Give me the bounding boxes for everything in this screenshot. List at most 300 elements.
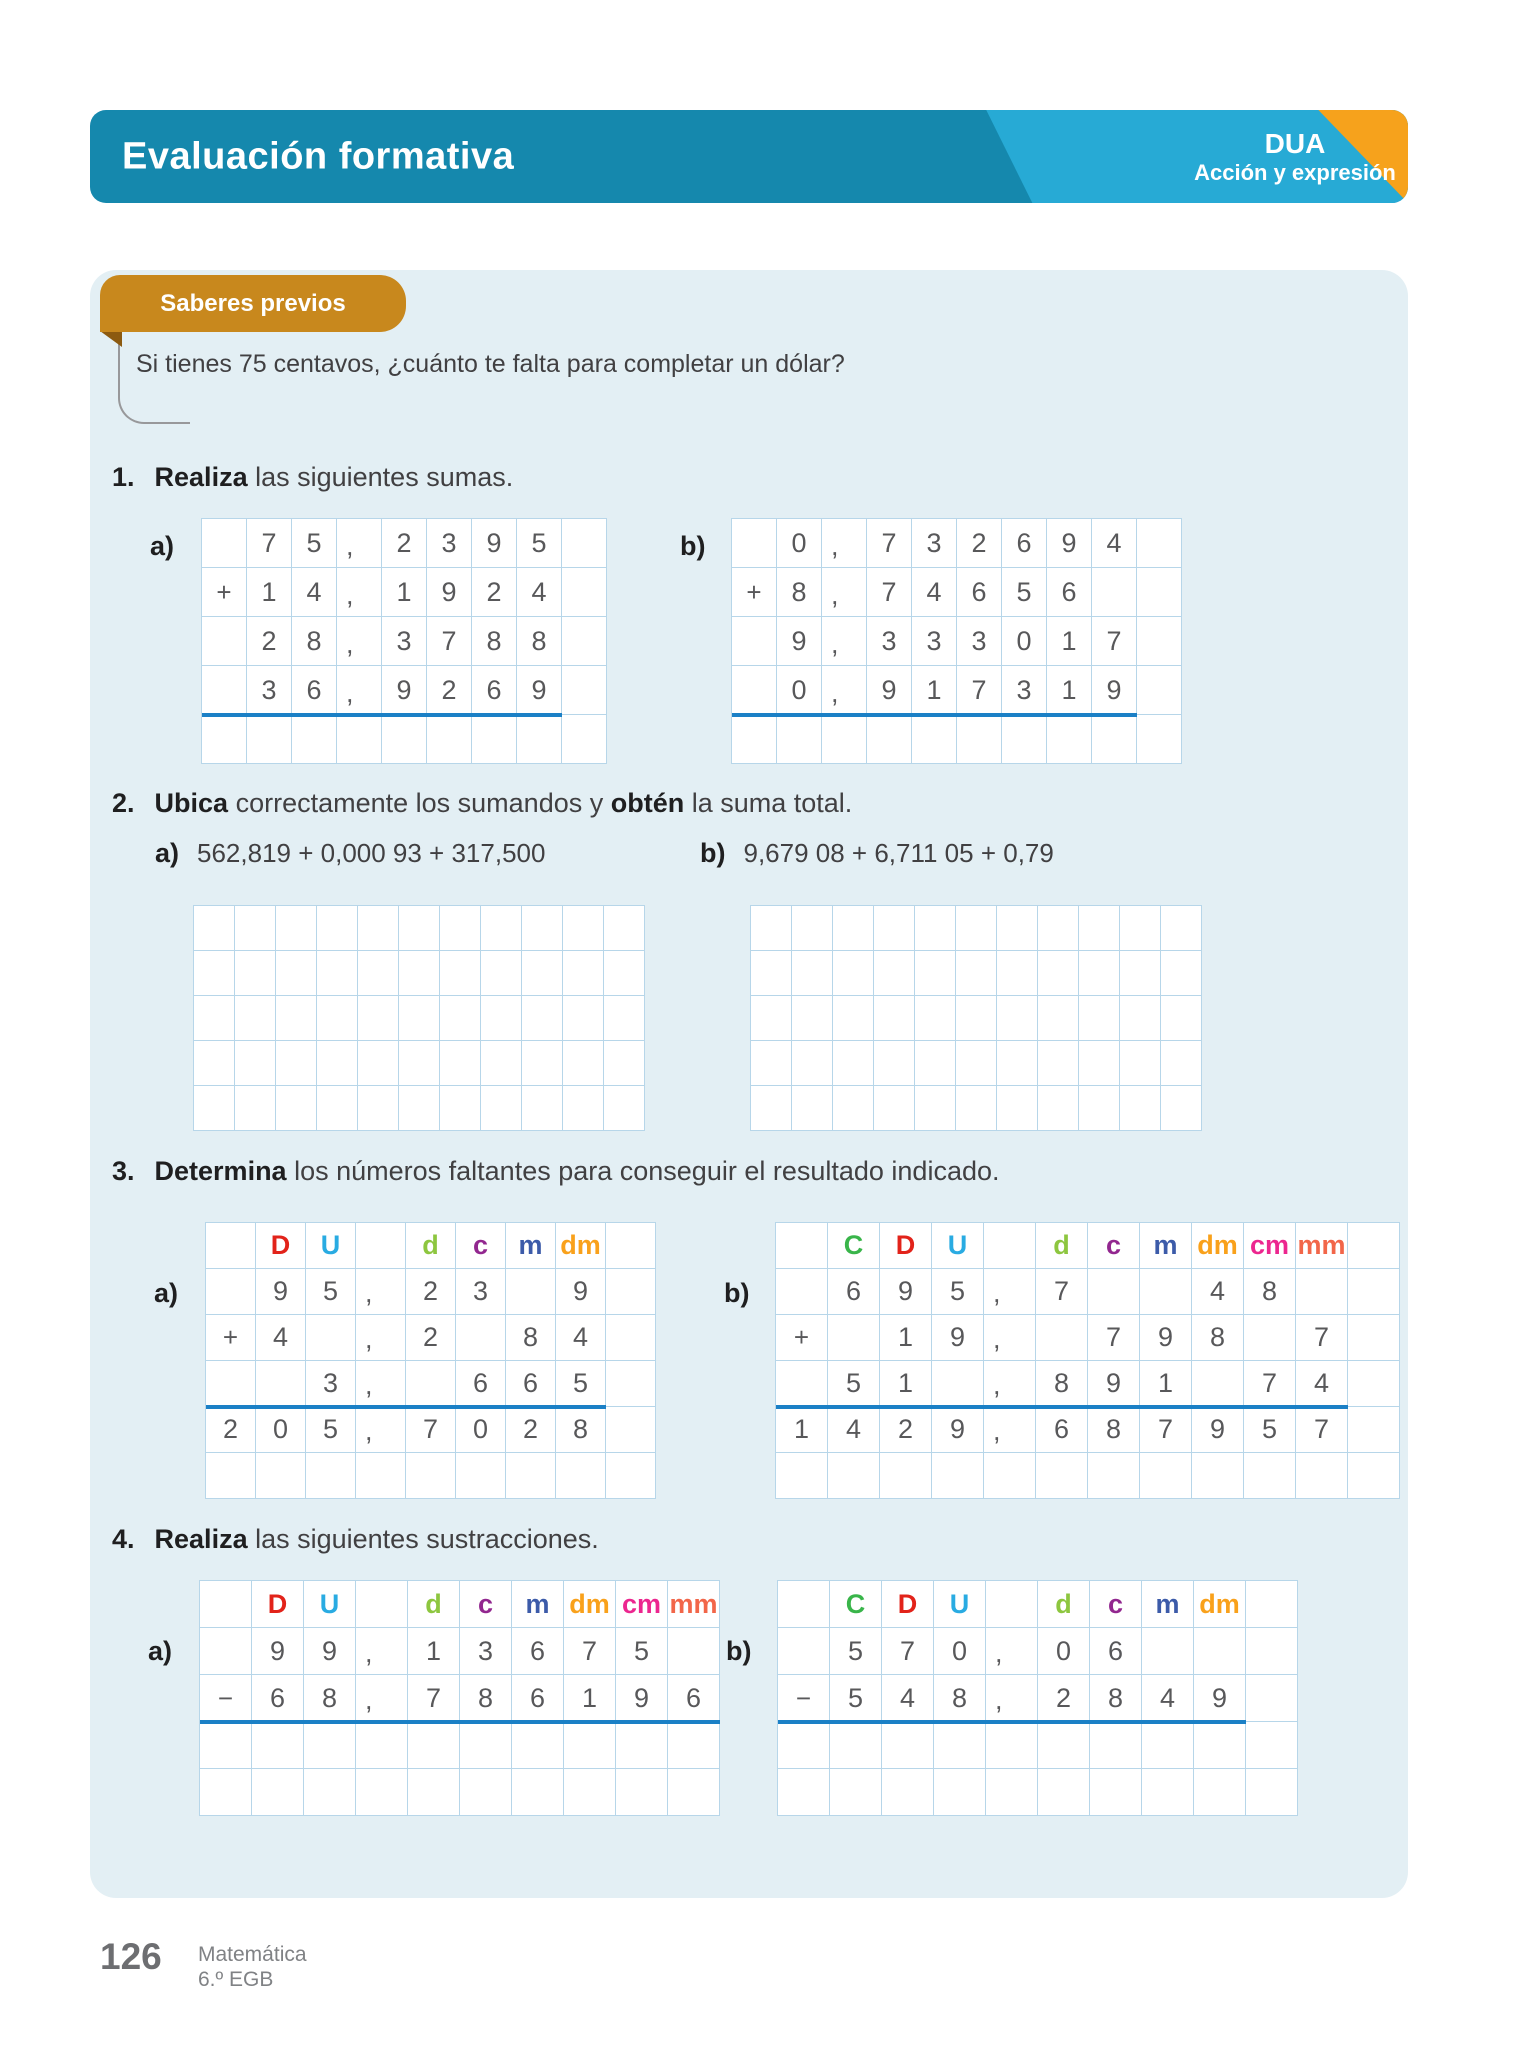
answer-cell[interactable] <box>276 906 316 950</box>
answer-cell[interactable] <box>1246 1628 1297 1674</box>
answer-cell[interactable] <box>792 1041 832 1085</box>
answer-cell[interactable] <box>732 666 776 714</box>
answer-cell[interactable] <box>522 1041 562 1085</box>
answer-cell[interactable] <box>200 1769 251 1815</box>
answer-cell[interactable] <box>206 1453 255 1498</box>
answer-cell[interactable] <box>440 951 480 995</box>
answer-cell[interactable] <box>304 1722 355 1768</box>
answer-cell[interactable] <box>194 951 234 995</box>
answer-cell[interactable] <box>986 1769 1037 1815</box>
answer-cell[interactable] <box>732 715 776 763</box>
answer-cell[interactable] <box>751 906 791 950</box>
answer-cell[interactable] <box>1038 906 1078 950</box>
answer-cell[interactable] <box>1038 1769 1089 1815</box>
answer-cell[interactable] <box>440 1041 480 1085</box>
answer-cell[interactable] <box>317 1041 357 1085</box>
answer-cell[interactable] <box>564 1769 615 1815</box>
digit-cell: , <box>984 1407 1035 1452</box>
answer-cell[interactable] <box>563 951 603 995</box>
answer-cell[interactable] <box>1079 996 1119 1040</box>
answer-cell[interactable] <box>440 1086 480 1130</box>
answer-cell[interactable] <box>1194 1628 1245 1674</box>
answer-cell[interactable] <box>956 906 996 950</box>
answer-cell[interactable] <box>235 906 275 950</box>
answer-cell[interactable] <box>606 1315 655 1360</box>
answer-cell[interactable] <box>934 1722 985 1768</box>
digit-cell: 6 <box>957 568 1001 616</box>
place-value-header-cell <box>986 1581 1037 1627</box>
answer-cell[interactable] <box>206 1269 255 1314</box>
answer-cell[interactable] <box>732 617 776 665</box>
exercise-2-heading <box>112 788 852 819</box>
digit-cell: 6 <box>252 1675 303 1721</box>
answer-cell[interactable] <box>358 951 398 995</box>
answer-cell[interactable] <box>833 1086 873 1130</box>
answer-cell[interactable] <box>1161 1086 1201 1130</box>
answer-cell[interactable] <box>358 1086 398 1130</box>
answer-cell[interactable] <box>792 1086 832 1130</box>
digit-cell: 6 <box>456 1361 505 1406</box>
digit-cell: 5 <box>616 1628 667 1674</box>
answer-cell[interactable] <box>356 1453 405 1498</box>
answer-cell[interactable] <box>833 996 873 1040</box>
digit-cell: 9 <box>1088 1361 1139 1406</box>
exercise-1-verb: Realiza <box>154 462 248 492</box>
place-value-header-cell: mm <box>668 1581 719 1627</box>
digit-cell: 3 <box>247 666 291 714</box>
digit-cell: 4 <box>292 568 336 616</box>
answer-cell[interactable] <box>252 1769 303 1815</box>
answer-cell[interactable] <box>235 1086 275 1130</box>
answer-cell[interactable] <box>776 1453 827 1498</box>
answer-cell[interactable] <box>828 1453 879 1498</box>
answer-cell[interactable] <box>997 906 1037 950</box>
answer-cell[interactable] <box>235 1041 275 1085</box>
answer-cell[interactable] <box>317 951 357 995</box>
answer-cell[interactable] <box>202 715 246 763</box>
answer-cell[interactable] <box>481 1041 521 1085</box>
answer-cell[interactable] <box>306 1315 355 1360</box>
answer-cell[interactable] <box>932 1361 983 1406</box>
place-value-header-cell: D <box>880 1223 931 1268</box>
answer-cell[interactable] <box>440 906 480 950</box>
answer-cell[interactable] <box>956 1041 996 1085</box>
answer-cell[interactable] <box>202 617 246 665</box>
answer-cell[interactable] <box>522 1086 562 1130</box>
answer-cell[interactable] <box>276 996 316 1040</box>
answer-cell[interactable] <box>1137 568 1181 616</box>
answer-cell[interactable] <box>751 996 791 1040</box>
answer-cell[interactable] <box>1142 1769 1193 1815</box>
answer-cell[interactable] <box>668 1769 719 1815</box>
answer-cell[interactable] <box>356 1722 407 1768</box>
answer-cell[interactable] <box>606 1407 655 1452</box>
answer-cell[interactable] <box>358 1041 398 1085</box>
answer-cell[interactable] <box>1092 715 1136 763</box>
answer-cell[interactable] <box>751 1086 791 1130</box>
answer-cell[interactable] <box>1038 951 1078 995</box>
digit-cell: , <box>984 1315 1035 1360</box>
answer-cell[interactable] <box>616 1769 667 1815</box>
place-value-header-cell: c <box>1088 1223 1139 1268</box>
answer-cell[interactable] <box>915 906 955 950</box>
answer-cell[interactable] <box>1246 1722 1297 1768</box>
answer-cell[interactable] <box>306 1453 355 1498</box>
answer-cell[interactable] <box>880 1453 931 1498</box>
answer-cell[interactable] <box>406 1453 455 1498</box>
answer-cell[interactable] <box>792 906 832 950</box>
answer-cell[interactable] <box>522 951 562 995</box>
answer-cell[interactable] <box>1348 1407 1399 1452</box>
answer-cell[interactable] <box>382 715 426 763</box>
answer-cell[interactable] <box>867 715 911 763</box>
answer-cell[interactable] <box>833 951 873 995</box>
answer-line <box>202 713 562 717</box>
answer-cell[interactable] <box>206 1361 255 1406</box>
grid-label: a) <box>148 1636 173 1666</box>
answer-cell[interactable] <box>830 1769 881 1815</box>
answer-cell[interactable] <box>882 1769 933 1815</box>
answer-cell[interactable] <box>778 1628 829 1674</box>
answer-cell[interactable] <box>668 1628 719 1674</box>
answer-cell[interactable] <box>292 715 336 763</box>
answer-cell[interactable] <box>1047 715 1091 763</box>
answer-cell[interactable] <box>562 715 606 763</box>
answer-cell[interactable] <box>874 1086 914 1130</box>
answer-cell[interactable] <box>1244 1453 1295 1498</box>
answer-cell[interactable] <box>1296 1453 1347 1498</box>
answer-cell[interactable] <box>399 1041 439 1085</box>
answer-cell[interactable] <box>202 666 246 714</box>
answer-cell[interactable] <box>778 1769 829 1815</box>
answer-cell[interactable] <box>984 1453 1035 1498</box>
answer-cell[interactable] <box>1036 1315 1087 1360</box>
digit-cell: 8 <box>304 1675 355 1721</box>
answer-cell[interactable] <box>777 715 821 763</box>
answer-cell[interactable] <box>506 1453 555 1498</box>
answer-cell[interactable] <box>235 996 275 1040</box>
digit-cell: 9 <box>252 1628 303 1674</box>
digit-cell: 4 <box>1142 1675 1193 1721</box>
answer-cell[interactable] <box>563 1041 603 1085</box>
answer-cell[interactable] <box>1120 1041 1160 1085</box>
answer-cell[interactable] <box>668 1722 719 1768</box>
answer-cell[interactable] <box>1348 1315 1399 1360</box>
digit-cell: , <box>822 666 866 714</box>
answer-cell[interactable] <box>1002 715 1046 763</box>
place-value-header-cell: dm <box>556 1223 605 1268</box>
answer-cell[interactable] <box>822 715 866 763</box>
answer-cell[interactable] <box>1161 1041 1201 1085</box>
answer-cell[interactable] <box>1137 519 1181 567</box>
answer-cell[interactable] <box>1038 1722 1089 1768</box>
digit-cell: 6 <box>506 1361 555 1406</box>
answer-cell[interactable] <box>1142 1628 1193 1674</box>
answer-cell[interactable] <box>1246 1675 1297 1721</box>
answer-cell[interactable] <box>408 1769 459 1815</box>
answer-cell[interactable] <box>1120 1086 1160 1130</box>
digit-cell: 8 <box>777 568 821 616</box>
answer-cell[interactable] <box>1194 1722 1245 1768</box>
answer-cell[interactable] <box>506 1269 555 1314</box>
answer-cell[interactable] <box>200 1722 251 1768</box>
answer-cell[interactable] <box>481 906 521 950</box>
answer-cell[interactable] <box>1140 1453 1191 1498</box>
answer-cell[interactable] <box>957 715 1001 763</box>
answer-cell[interactable] <box>399 1086 439 1130</box>
digit-cell: 6 <box>472 666 516 714</box>
header-band <box>90 110 1408 203</box>
answer-cell[interactable] <box>606 1361 655 1406</box>
place-value-header-cell: U <box>934 1581 985 1627</box>
answer-cell[interactable] <box>1140 1269 1191 1314</box>
answer-cell[interactable] <box>833 906 873 950</box>
answer-cell[interactable] <box>1090 1769 1141 1815</box>
answer-cell[interactable] <box>358 906 398 950</box>
answer-cell[interactable] <box>874 906 914 950</box>
answer-cell[interactable] <box>252 1722 303 1768</box>
answer-cell[interactable] <box>317 996 357 1040</box>
answer-cell[interactable] <box>997 996 1037 1040</box>
answer-cell[interactable] <box>833 1041 873 1085</box>
answer-cell[interactable] <box>882 1722 933 1768</box>
answer-cell[interactable] <box>792 996 832 1040</box>
digit-cell: − <box>778 1675 829 1721</box>
answer-cell[interactable] <box>517 715 561 763</box>
answer-cell[interactable] <box>604 1041 644 1085</box>
answer-cell[interactable] <box>1161 951 1201 995</box>
answer-cell[interactable] <box>776 1361 827 1406</box>
answer-cell[interactable] <box>616 1722 667 1768</box>
answer-cell[interactable] <box>830 1722 881 1768</box>
answer-cell[interactable] <box>828 1315 879 1360</box>
answer-cell[interactable] <box>456 1453 505 1498</box>
answer-cell[interactable] <box>1079 906 1119 950</box>
answer-line <box>776 1405 1348 1409</box>
answer-cell[interactable] <box>1348 1361 1399 1406</box>
answer-cell[interactable] <box>399 906 439 950</box>
answer-cell[interactable] <box>604 906 644 950</box>
answer-cell[interactable] <box>276 1041 316 1085</box>
answer-cell[interactable] <box>200 1628 251 1674</box>
answer-cell[interactable] <box>956 951 996 995</box>
answer-cell[interactable] <box>276 1086 316 1130</box>
answer-cell[interactable] <box>1120 996 1160 1040</box>
digit-cell: 3 <box>957 617 1001 665</box>
answer-cell[interactable] <box>1137 617 1181 665</box>
answer-cell[interactable] <box>247 715 291 763</box>
answer-cell[interactable] <box>562 519 606 567</box>
answer-cell[interactable] <box>912 715 956 763</box>
answer-cell[interactable] <box>1246 1769 1297 1815</box>
answer-cell[interactable] <box>997 951 1037 995</box>
digit-cell: 5 <box>830 1628 881 1674</box>
answer-cell[interactable] <box>522 996 562 1040</box>
answer-cell[interactable] <box>456 1315 505 1360</box>
answer-cell[interactable] <box>564 1722 615 1768</box>
answer-cell[interactable] <box>472 715 516 763</box>
answer-cell[interactable] <box>460 1769 511 1815</box>
answer-cell[interactable] <box>556 1453 605 1498</box>
answer-cell[interactable] <box>915 1041 955 1085</box>
answer-cell[interactable] <box>1038 1086 1078 1130</box>
answer-cell[interactable] <box>1079 1086 1119 1130</box>
answer-cell[interactable] <box>732 519 776 567</box>
answer-cell[interactable] <box>1161 906 1201 950</box>
place-value-header-cell: d <box>1038 1581 1089 1627</box>
answer-cell[interactable] <box>563 996 603 1040</box>
sum-grid-1b <box>680 518 1182 764</box>
digit-cell: 0 <box>777 666 821 714</box>
digit-cell: 9 <box>427 568 471 616</box>
digit-cell: 7 <box>867 568 911 616</box>
answer-cell[interactable] <box>751 951 791 995</box>
answer-cell[interactable] <box>1194 1769 1245 1815</box>
answer-cell[interactable] <box>399 951 439 995</box>
answer-cell[interactable] <box>956 1086 996 1130</box>
answer-cell[interactable] <box>932 1453 983 1498</box>
page-number: 126 <box>100 1936 162 1977</box>
answer-cell[interactable] <box>997 1041 1037 1085</box>
answer-cell[interactable] <box>276 951 316 995</box>
answer-cell[interactable] <box>874 996 914 1040</box>
answer-cell[interactable] <box>408 1722 459 1768</box>
answer-cell[interactable] <box>562 666 606 714</box>
answer-cell[interactable] <box>562 617 606 665</box>
answer-cell[interactable] <box>440 996 480 1040</box>
answer-cell[interactable] <box>399 996 439 1040</box>
answer-cell[interactable] <box>776 1269 827 1314</box>
answer-cell[interactable] <box>1038 1041 1078 1085</box>
place-value-header-cell <box>776 1223 827 1268</box>
answer-cell[interactable] <box>915 951 955 995</box>
digit-cell: 4 <box>517 568 561 616</box>
answer-cell[interactable] <box>1161 996 1201 1040</box>
answer-cell[interactable] <box>1137 666 1181 714</box>
answer-cell[interactable] <box>1079 951 1119 995</box>
digit-cell: , <box>986 1675 1037 1721</box>
digit-cell: 5 <box>556 1361 605 1406</box>
answer-cell[interactable] <box>194 1086 234 1130</box>
answer-cell[interactable] <box>1088 1453 1139 1498</box>
answer-cell[interactable] <box>778 1722 829 1768</box>
answer-cell[interactable] <box>427 715 471 763</box>
answer-cell[interactable] <box>956 996 996 1040</box>
answer-line <box>200 1720 720 1724</box>
answer-cell[interactable] <box>460 1722 511 1768</box>
answer-cell[interactable] <box>406 1361 455 1406</box>
answer-cell[interactable] <box>481 996 521 1040</box>
digit-cell: 9 <box>616 1675 667 1721</box>
answer-cell[interactable] <box>562 568 606 616</box>
answer-cell[interactable] <box>356 1769 407 1815</box>
answer-cell[interactable] <box>606 1453 655 1498</box>
digit-cell: 7 <box>406 1407 455 1452</box>
answer-cell[interactable] <box>934 1769 985 1815</box>
place-value-header-cell: mm <box>1296 1223 1347 1268</box>
answer-cell[interactable] <box>1244 1315 1295 1360</box>
answer-cell[interactable] <box>358 996 398 1040</box>
answer-cell[interactable] <box>915 1086 955 1130</box>
answer-cell[interactable] <box>481 1086 521 1130</box>
answer-cell[interactable] <box>235 951 275 995</box>
digit-cell: 5 <box>306 1407 355 1452</box>
answer-cell[interactable] <box>1192 1361 1243 1406</box>
answer-cell[interactable] <box>194 996 234 1040</box>
digit-cell: 9 <box>1047 519 1091 567</box>
answer-cell[interactable] <box>1137 715 1181 763</box>
sum-grid-1a <box>150 518 607 764</box>
answer-cell[interactable] <box>604 1086 644 1130</box>
answer-cell[interactable] <box>522 906 562 950</box>
answer-cell[interactable] <box>202 519 246 567</box>
digit-cell: 2 <box>247 617 291 665</box>
answer-cell[interactable] <box>1120 906 1160 950</box>
digit-cell: 5 <box>1002 568 1046 616</box>
answer-cell[interactable] <box>606 1269 655 1314</box>
digit-cell: 2 <box>880 1407 931 1452</box>
digit-cell: 5 <box>517 519 561 567</box>
answer-cell[interactable] <box>563 1086 603 1130</box>
answer-cell[interactable] <box>1142 1722 1193 1768</box>
answer-cell[interactable] <box>874 951 914 995</box>
answer-cell[interactable] <box>1192 1453 1243 1498</box>
answer-cell[interactable] <box>1038 996 1078 1040</box>
answer-cell[interactable] <box>604 951 644 995</box>
answer-cell[interactable] <box>1296 1269 1347 1314</box>
answer-cell[interactable] <box>874 1041 914 1085</box>
answer-cell[interactable] <box>1348 1269 1399 1314</box>
answer-cell[interactable] <box>915 996 955 1040</box>
answer-cell[interactable] <box>512 1722 563 1768</box>
digit-cell: , <box>984 1269 1035 1314</box>
answer-cell[interactable] <box>792 951 832 995</box>
answer-cell[interactable] <box>256 1453 305 1498</box>
answer-cell[interactable] <box>512 1769 563 1815</box>
answer-cell[interactable] <box>604 996 644 1040</box>
exercise-2b-expression-row <box>700 838 1054 869</box>
answer-cell[interactable] <box>304 1769 355 1815</box>
answer-cell[interactable] <box>337 715 381 763</box>
digit-cell: , <box>356 1361 405 1406</box>
answer-cell[interactable] <box>1090 1722 1141 1768</box>
answer-cell[interactable] <box>1036 1453 1087 1498</box>
place-value-header-cell: d <box>408 1581 459 1627</box>
answer-cell[interactable] <box>751 1041 791 1085</box>
answer-line <box>732 713 1137 717</box>
answer-cell[interactable] <box>194 1041 234 1085</box>
exercise-4-number: 4. <box>112 1524 135 1554</box>
place-value-header-cell: c <box>1090 1581 1141 1627</box>
answer-cell[interactable] <box>997 1086 1037 1130</box>
digit-cell: 2 <box>957 519 1001 567</box>
answer-cell[interactable] <box>1348 1453 1399 1498</box>
answer-cell[interactable] <box>481 951 521 995</box>
answer-cell[interactable] <box>1079 1041 1119 1085</box>
answer-cell[interactable] <box>194 906 234 950</box>
answer-cell[interactable] <box>1120 951 1160 995</box>
answer-cell[interactable] <box>1092 568 1136 616</box>
answer-cell[interactable] <box>1088 1269 1139 1314</box>
answer-cell[interactable] <box>986 1722 1037 1768</box>
page-title: Evaluación formativa <box>122 135 515 177</box>
answer-cell[interactable] <box>317 1086 357 1130</box>
answer-cell[interactable] <box>563 906 603 950</box>
digit-cell: 0 <box>777 519 821 567</box>
answer-cell[interactable] <box>317 906 357 950</box>
answer-cell[interactable] <box>256 1361 305 1406</box>
place-value-header-cell <box>606 1223 655 1268</box>
